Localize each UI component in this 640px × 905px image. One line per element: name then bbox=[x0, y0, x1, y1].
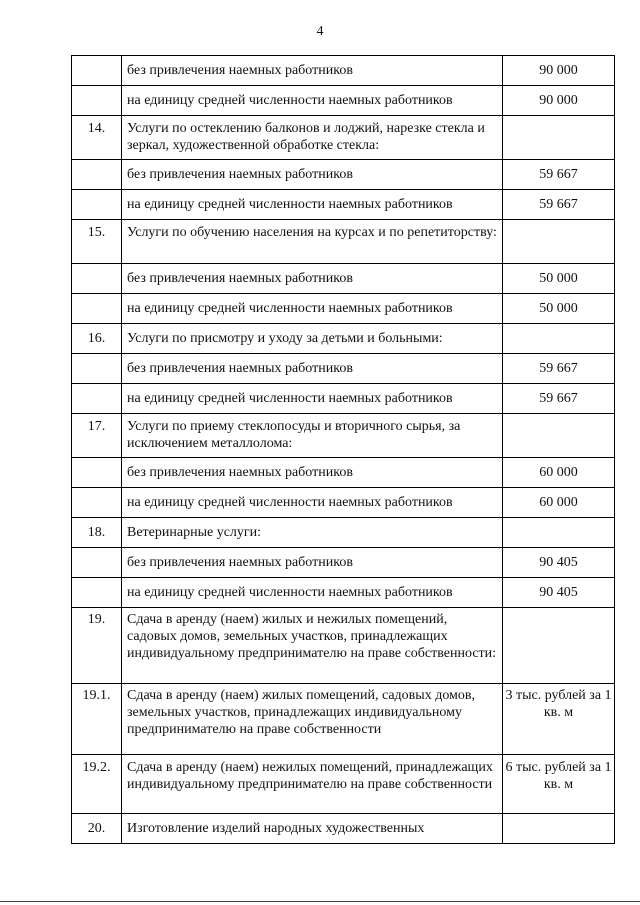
row-number: 19. bbox=[87, 612, 106, 627]
table-row bbox=[72, 116, 615, 160]
row-description: без привлечения наемных работников bbox=[127, 63, 353, 78]
row-description: без привлечения наемных работников bbox=[127, 361, 353, 376]
description-cell bbox=[122, 608, 503, 684]
value-cell bbox=[503, 548, 615, 578]
row-number-cell bbox=[72, 116, 122, 160]
row-number: 19.2. bbox=[82, 760, 111, 775]
table-row bbox=[72, 324, 615, 354]
table-row bbox=[72, 56, 615, 86]
row-description: на единицу средней численности наемных работников bbox=[127, 495, 453, 510]
row-description: Услуги по присмотру и уходу за детьми и больными: bbox=[127, 331, 443, 346]
value-cell bbox=[503, 324, 615, 354]
row-number: 16. bbox=[87, 331, 106, 346]
description-cell bbox=[122, 264, 503, 294]
row-number-cell bbox=[72, 160, 122, 190]
row-value: 60 000 bbox=[539, 465, 578, 480]
page-bottom-edge bbox=[0, 901, 640, 902]
row-value: 90 000 bbox=[539, 63, 578, 78]
row-number-cell bbox=[72, 190, 122, 220]
table-row bbox=[72, 608, 615, 684]
row-value: 50 000 bbox=[539, 301, 578, 316]
description-cell bbox=[122, 56, 503, 86]
row-number-cell bbox=[72, 684, 122, 755]
table-row bbox=[72, 220, 615, 264]
row-description: Сдача в аренду (наем) жилых помещений, садовых домов, земельных участков, принадлежащих индивидуальному предпринимателю на праве собственности bbox=[127, 688, 476, 737]
description-cell bbox=[122, 488, 503, 518]
row-number-cell bbox=[72, 548, 122, 578]
page-number: 4 bbox=[316, 24, 324, 39]
row-description: Услуги по остеклению балконов и лоджий, нарезке стекла и зеркал, художественной обработке стекла: bbox=[127, 121, 485, 153]
row-description: на единицу средней численности наемных работников bbox=[127, 301, 453, 316]
row-number bbox=[72, 294, 121, 300]
row-number-cell bbox=[72, 578, 122, 608]
row-number bbox=[72, 264, 121, 270]
row-value bbox=[503, 608, 614, 611]
tax-rates-table bbox=[71, 55, 615, 844]
row-description: на единицу средней численности наемных работников bbox=[127, 93, 453, 108]
row-value: 90 000 bbox=[539, 93, 578, 108]
table-row bbox=[72, 458, 615, 488]
row-description: на единицу средней численности наемных работников bbox=[127, 585, 453, 600]
row-number bbox=[72, 578, 121, 584]
row-number-cell bbox=[72, 264, 122, 294]
row-number-cell bbox=[72, 488, 122, 518]
row-value: 59 667 bbox=[539, 391, 578, 406]
row-value bbox=[503, 414, 614, 418]
row-number-cell bbox=[72, 755, 122, 814]
row-description: Ветеринарные услуги: bbox=[127, 525, 262, 540]
row-number-cell bbox=[72, 518, 122, 548]
row-number-cell bbox=[72, 384, 122, 414]
value-cell bbox=[503, 608, 615, 684]
row-description: Услуги по обучению населения на курсах и по репетиторству: bbox=[127, 225, 497, 240]
row-number bbox=[72, 548, 121, 554]
row-description: Изготовление изделий народных художественных bbox=[127, 821, 425, 836]
row-value bbox=[503, 324, 614, 330]
row-value: 90 405 bbox=[539, 585, 578, 600]
row-number: 15. bbox=[87, 225, 106, 240]
description-cell bbox=[122, 294, 503, 324]
row-value: 59 667 bbox=[539, 361, 578, 376]
value-cell bbox=[503, 518, 615, 548]
row-description: без привлечения наемных работников bbox=[127, 555, 353, 570]
row-value bbox=[503, 220, 614, 224]
table-row bbox=[72, 755, 615, 814]
value-cell bbox=[503, 458, 615, 488]
table-row bbox=[72, 86, 615, 116]
table-row bbox=[72, 578, 615, 608]
description-cell bbox=[122, 116, 503, 160]
row-description: Сдача в аренду (наем) нежилых помещений, принадлежащих индивидуальному предпринимателю на праве собственности bbox=[127, 760, 493, 792]
description-cell bbox=[122, 414, 503, 458]
row-number: 18. bbox=[87, 525, 106, 540]
row-number: 14. bbox=[87, 121, 106, 136]
row-description: на единицу средней численности наемных работников bbox=[127, 391, 453, 406]
table-row bbox=[72, 684, 615, 755]
row-value: 59 667 bbox=[539, 197, 578, 212]
value-cell bbox=[503, 220, 615, 264]
row-value: 3 тыс. рублей за 1 кв. м bbox=[505, 688, 612, 720]
description-cell bbox=[122, 324, 503, 354]
row-number bbox=[72, 190, 121, 196]
table-row bbox=[72, 488, 615, 518]
row-description: без привлечения наемных работников bbox=[127, 465, 353, 480]
table-row bbox=[72, 354, 615, 384]
value-cell bbox=[503, 116, 615, 160]
description-cell bbox=[122, 458, 503, 488]
value-cell bbox=[503, 384, 615, 414]
row-number-cell bbox=[72, 294, 122, 324]
row-number bbox=[72, 56, 121, 62]
value-cell bbox=[503, 190, 615, 220]
row-number-cell bbox=[72, 324, 122, 354]
row-number: 20. bbox=[87, 821, 106, 836]
value-cell bbox=[503, 488, 615, 518]
table-row bbox=[72, 414, 615, 458]
table-row bbox=[72, 548, 615, 578]
description-cell bbox=[122, 578, 503, 608]
row-number bbox=[72, 384, 121, 390]
description-cell bbox=[122, 86, 503, 116]
row-number-cell bbox=[72, 354, 122, 384]
value-cell bbox=[503, 86, 615, 116]
table-row bbox=[72, 518, 615, 548]
row-description: без привлечения наемных работников bbox=[127, 167, 353, 182]
row-number bbox=[72, 86, 121, 92]
value-cell bbox=[503, 56, 615, 86]
value-cell bbox=[503, 578, 615, 608]
row-description: Услуги по приему стеклопосуды и вторичного сырья, за исключением металлолома: bbox=[127, 419, 461, 451]
value-cell bbox=[503, 264, 615, 294]
table-row bbox=[72, 384, 615, 414]
row-value bbox=[503, 814, 614, 820]
value-cell bbox=[503, 414, 615, 458]
row-number-cell bbox=[72, 608, 122, 684]
table-row bbox=[72, 190, 615, 220]
value-cell bbox=[503, 354, 615, 384]
description-cell bbox=[122, 220, 503, 264]
row-number-cell bbox=[72, 414, 122, 458]
row-description: на единицу средней численности наемных работников bbox=[127, 197, 453, 212]
description-cell bbox=[122, 160, 503, 190]
row-number bbox=[72, 458, 121, 464]
table-row bbox=[72, 264, 615, 294]
row-number-cell bbox=[72, 56, 122, 86]
row-number-cell bbox=[72, 220, 122, 264]
table-row bbox=[72, 160, 615, 190]
row-description: без привлечения наемных работников bbox=[127, 271, 353, 286]
value-cell bbox=[503, 160, 615, 190]
row-number bbox=[72, 354, 121, 360]
row-value bbox=[503, 518, 614, 524]
row-number-cell bbox=[72, 86, 122, 116]
row-value: 60 000 bbox=[539, 495, 578, 510]
row-value: 59 667 bbox=[539, 167, 578, 182]
description-cell bbox=[122, 814, 503, 844]
value-cell bbox=[503, 755, 615, 814]
row-value bbox=[503, 116, 614, 120]
description-cell bbox=[122, 684, 503, 755]
row-number: 19.1. bbox=[82, 688, 111, 703]
row-value: 90 405 bbox=[539, 555, 578, 570]
description-cell bbox=[122, 354, 503, 384]
table-row bbox=[72, 294, 615, 324]
row-number-cell bbox=[72, 814, 122, 844]
row-number-cell bbox=[72, 458, 122, 488]
value-cell bbox=[503, 684, 615, 755]
value-cell bbox=[503, 294, 615, 324]
row-number bbox=[72, 488, 121, 494]
row-number bbox=[72, 160, 121, 166]
description-cell bbox=[122, 190, 503, 220]
row-description: Сдача в аренду (наем) жилых и нежилых помещений, садовых домов, земельных участков, принадлежащих индивидуальному предпринимателю на праве собственности: bbox=[127, 612, 497, 661]
description-cell bbox=[122, 548, 503, 578]
value-cell bbox=[503, 814, 615, 844]
table-row bbox=[72, 814, 615, 844]
description-cell bbox=[122, 518, 503, 548]
row-value: 50 000 bbox=[539, 271, 578, 286]
description-cell bbox=[122, 755, 503, 814]
row-value: 6 тыс. рублей за 1 кв. м bbox=[505, 760, 612, 792]
row-number: 17. bbox=[87, 419, 106, 434]
description-cell bbox=[122, 384, 503, 414]
